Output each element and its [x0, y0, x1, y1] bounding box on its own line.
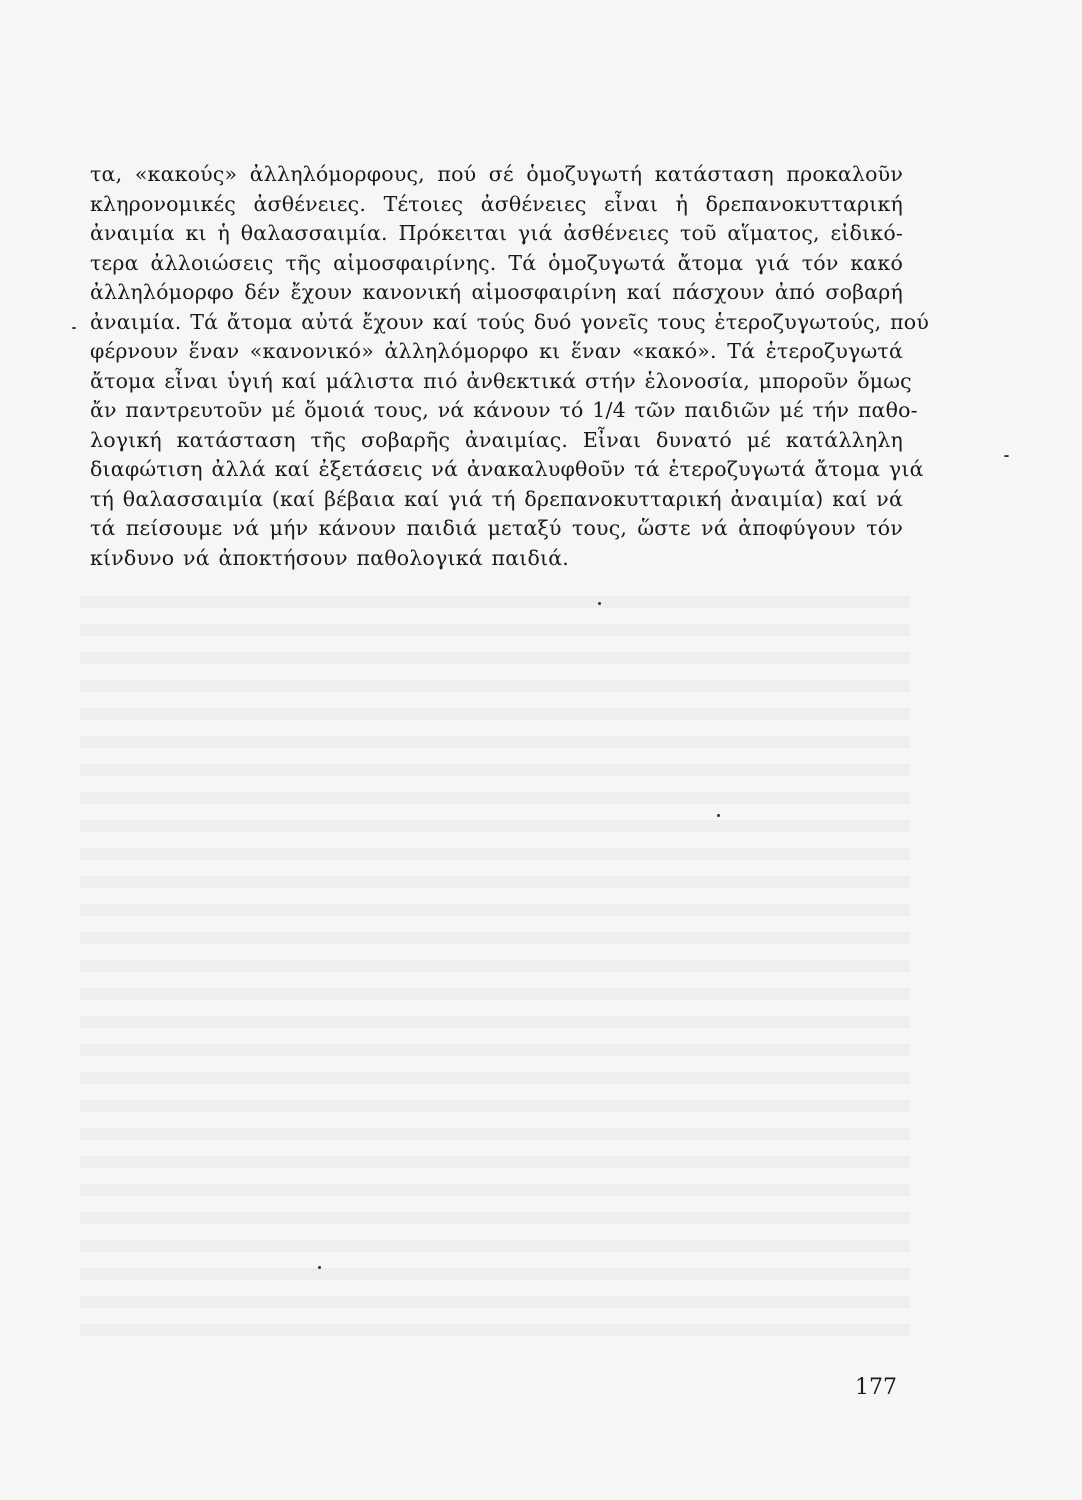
scan-speck	[717, 814, 720, 817]
body-line: ἀναιμία κι ἡ θαλασσαιμία. Πρόκειται γιά ἀσθένειες τοῦ αἵματος, εἰδικό-	[90, 221, 903, 245]
body-line: κίνδυνο νά ἀποκτήσουν παθολογικά παιδιά.	[90, 545, 570, 570]
body-line: τα, «κακούς» ἀλληλόμορφους, πού σέ ὁμοζυγωτή κατάσταση προκαλοῦν	[90, 162, 903, 186]
body-line: διαφώτιση ἀλλά καί ἐξετάσεις νά ἀνακαλυφθοῦν τά ἑτεροζυγωτά ἄτομα γιά	[90, 457, 924, 481]
scan-speck	[1004, 455, 1009, 457]
scan-speck	[598, 602, 601, 605]
body-text	[90, 160, 929, 573]
body-line: ἄν παντρευτοῦν μέ ὅμοιά τους, νά κάνουν τό 1/4 τῶν παιδιῶν μέ τήν παθο-	[90, 398, 918, 422]
body-line: τή θαλασσαιμία (καί βέβαια καί γιά τή δρεπανοκυτταρική ἀναιμία) καί νά	[90, 486, 903, 511]
scan-speck	[72, 327, 76, 329]
scan-speck	[318, 1266, 321, 1269]
body-line: ἄτομα εἶναι ὑγιή καί μάλιστα πιό ἀνθεκτικά στήν ἑλονοσία, μποροῦν ὅμως	[90, 368, 912, 393]
body-line: ἀλληλόμορφο δέν ἔχουν κανονική αἱμοσφαιρίνη καί πάσχουν ἀπό σοβαρή	[90, 280, 903, 304]
page-number: 177	[855, 1375, 897, 1400]
body-line: τερα ἀλλοιώσεις τῆς αἱμοσφαιρίνης. Τά ὁμοζυγωτά ἄτομα γιά τόν κακό	[90, 250, 903, 275]
body-line: κληρονομικές ἀσθένειες. Τέτοιες ἀσθένειες εἶναι ἡ δρεπανοκυτταρική	[90, 191, 903, 216]
body-line: τά πείσουμε νά μήν κάνουν παιδιά μεταξύ τους, ὥστε νά ἀποφύγουν τόν	[90, 516, 903, 540]
body-line: ἀναιμία. Τά ἄτομα αὐτά ἔχουν καί τούς δυό γονεῖς τους ἑτεροζυγωτούς, πού	[90, 309, 929, 334]
bleed-through-text	[80, 580, 910, 1340]
body-line: λογική κατάσταση τῆς σοβαρῆς ἀναιμίας. Εἶναι δυνατό μέ κατάλληλη	[90, 427, 903, 452]
body-line: φέρνουν ἕναν «κανονικό» ἀλληλόμορφο κι ἕναν «κακό». Τά ἑτεροζυγωτά	[90, 339, 903, 363]
